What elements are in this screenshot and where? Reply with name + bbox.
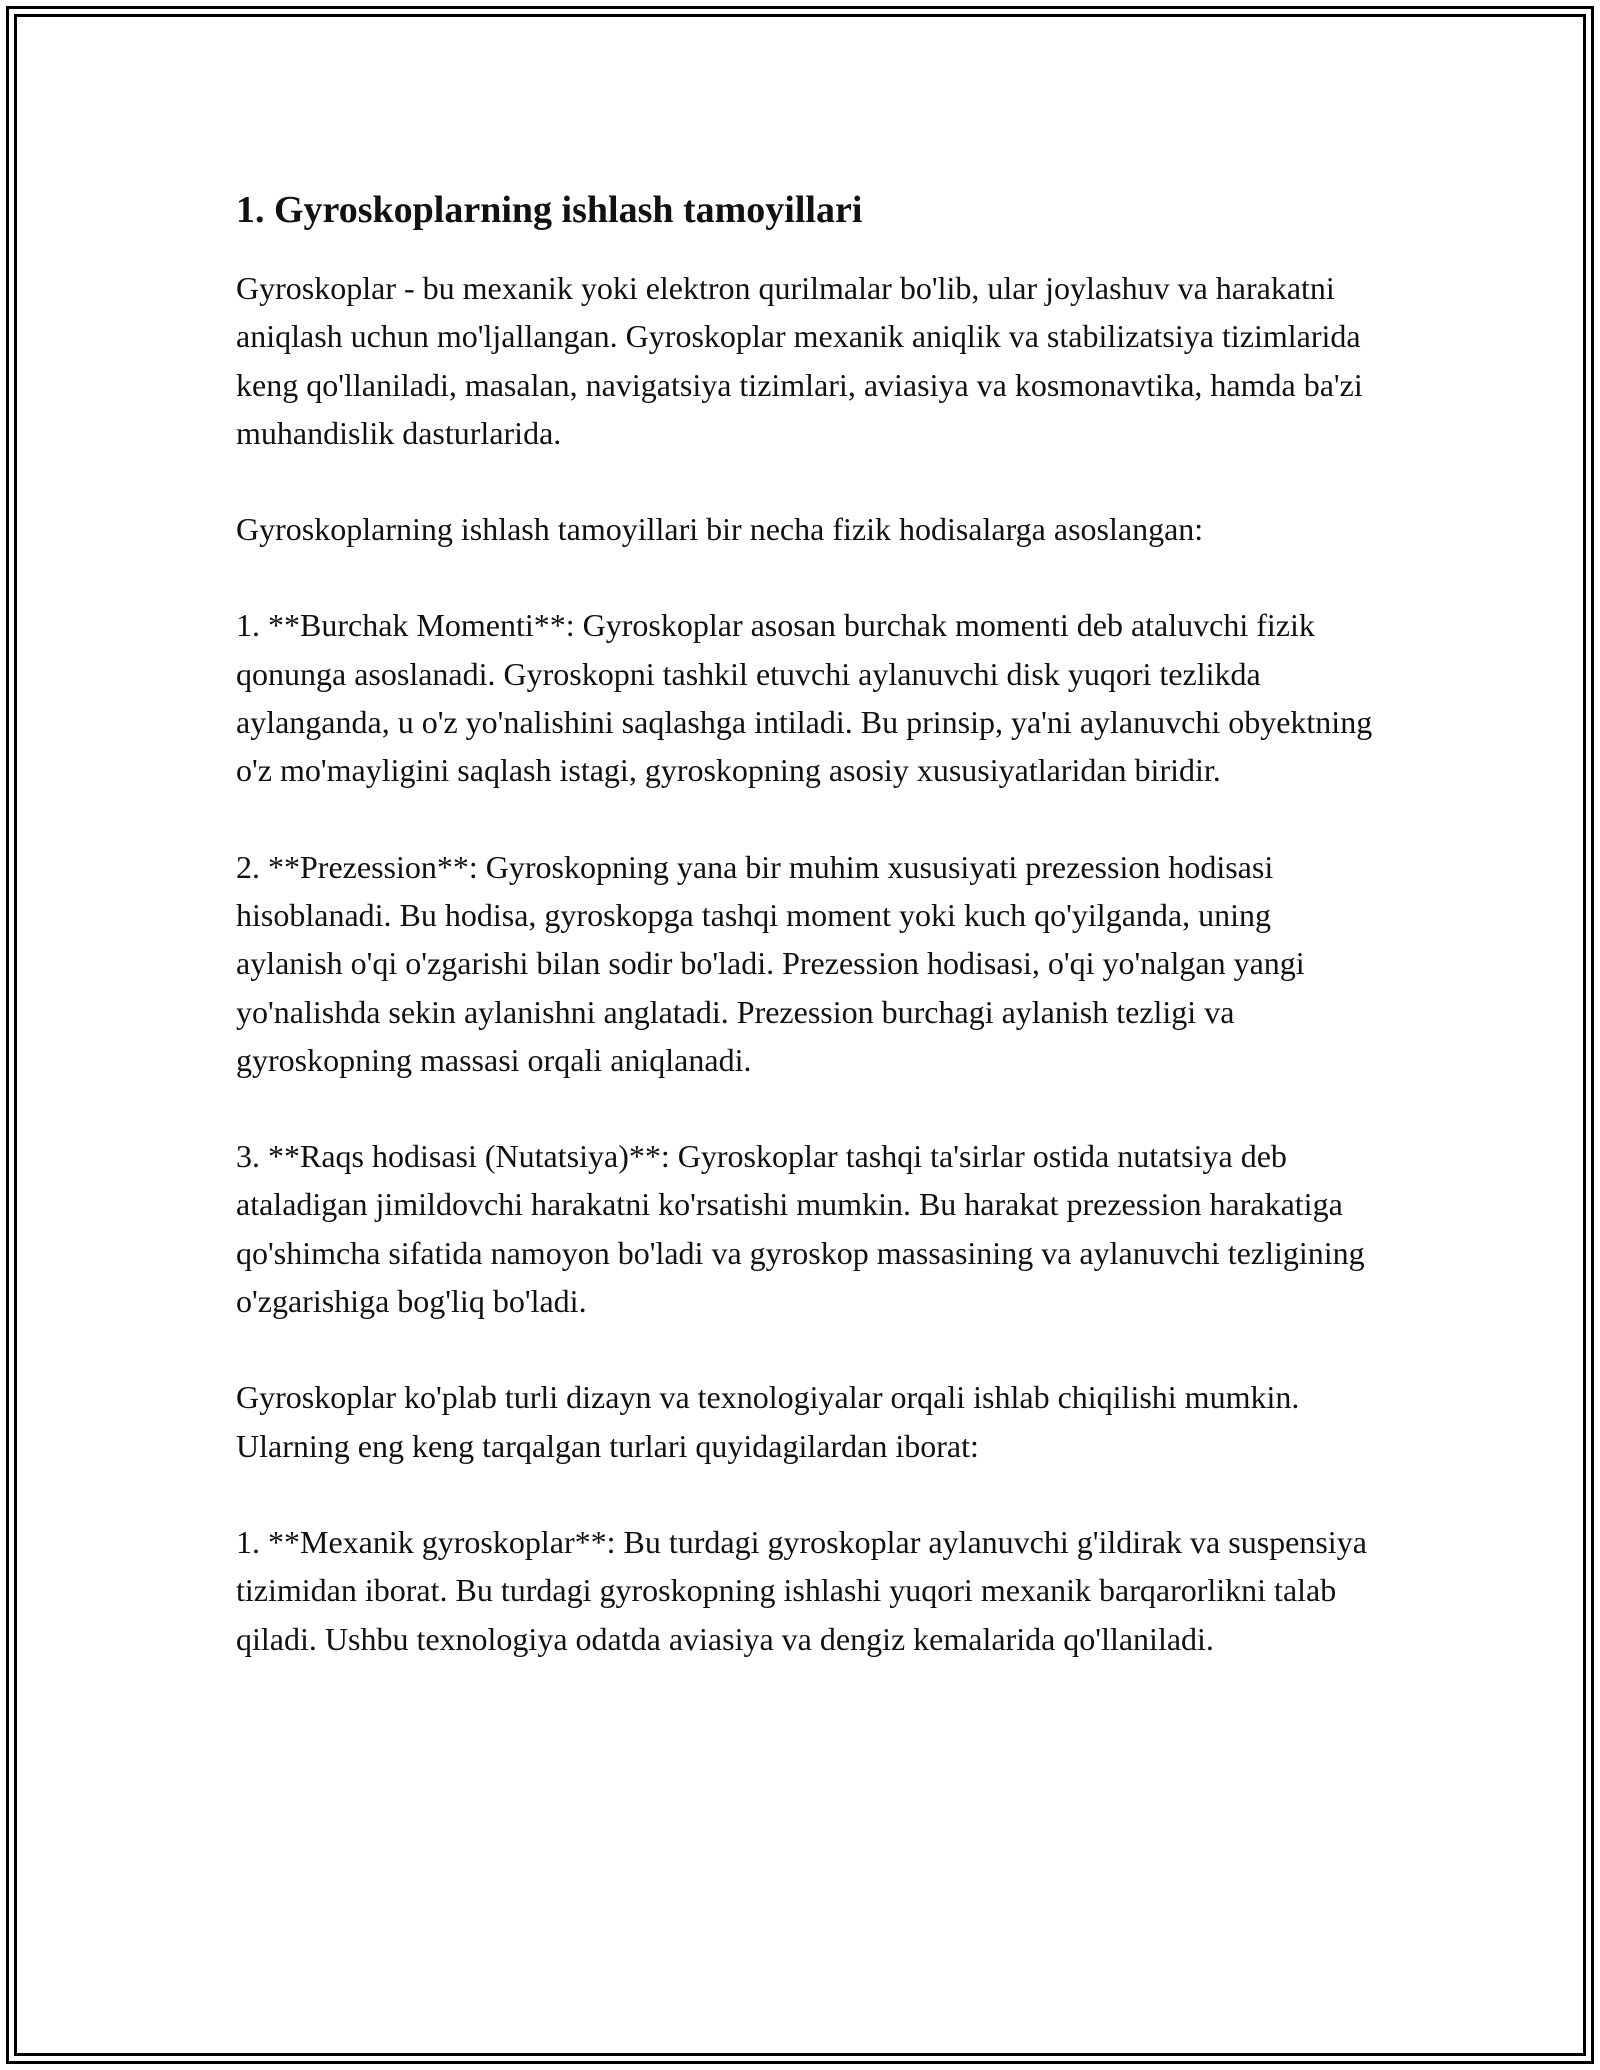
- paragraph-angular-momentum: 1. **Burchak Momenti**: Gyroskoplar asosan burchak momenti deb ataluvchi fizik qonunga asoslanadi. Gyroskopni tashkil etuvchi aylanuvchi disk yuqori tezlikda aylanganda, u o'z yo'nalishini saqlashga intiladi. Bu prinsip, ya'ni aylanuvchi obyektning o'z mo'mayligini saqlash istagi, gyroskopning asosiy xususiyatlaridan biridir.: [236, 607, 1373, 789]
- paragraph-mechanical-gyroscopes: 1. **Mexanik gyroskoplar**: Bu turdagi gyroskoplar aylanuvchi g'ildirak va suspensiya tizimidan iborat. Bu turdagi gyroskopning ishlashi yuqori mexanik barqarorlikni talab qiladi. Ushbu texnologiya odatda aviasiya va dengiz kemalarida qo'llaniladi.: [236, 1523, 1367, 1657]
- paragraph-types-lead: Gyroskoplar ko'plab turli dizayn va texnologiyalar orqali ishlab chiqilishi mumkin. Ularning eng keng tarqalgan turlari quyidagilardan iborat:: [236, 1379, 1300, 1464]
- paragraph-precession: 2. **Prezession**: Gyroskopning yana bir muhim xususiyati prezession hodisasi hisoblanadi. Bu hodisa, gyroskopga tashqi moment yoki kuch qo'yilganda, uning aylanish o'qi o'zgarishi bilan sodir bo'ladi. Prezession hodisasi, o'qi yo'nalgan yangi yo'nalishda sekin aylanishni anglatadi. Prezession burchagi aylanish tezligi va gyroskopning massasi orqali aniqlanadi.: [236, 848, 1305, 1078]
- paragraph-principles-lead: Gyroskoplarning ishlash tamoyillari bir necha fizik hodisalarga asoslangan:: [236, 511, 1204, 548]
- section-title: 1. Gyroskoplarning ishlash tamoyillari: [236, 189, 863, 231]
- paragraph-intro: Gyroskoplar - bu mexanik yoki elektron qurilmalar bo'lib, ular joylashuv va harakatni aniqlash uchun mo'ljallangan. Gyroskoplar mexanik aniqlik va stabilizatsiya tizimlarida keng qo'llaniladi, masalan, navigatsiya tizimlari, aviasiya va kosmonavtika, hamda ba'zi muhandislik dasturlarida.: [236, 270, 1363, 451]
- paragraph-nutation: 3. **Raqs hodisasi (Nutatsiya)**: Gyroskoplar tashqi ta'sirlar ostida nutatsiya deb ataladigan jimildovchi harakatni ko'rsatishi mumkin. Bu harakat prezession harakatiga qo'shimcha sifatida namoyon bo'ladi va gyroskop massasining va aylanuvchi tezligining o'zgarishiga bog'liq bo'ladi.: [236, 1138, 1365, 1320]
- document-page: [236, 186, 1376, 1711]
